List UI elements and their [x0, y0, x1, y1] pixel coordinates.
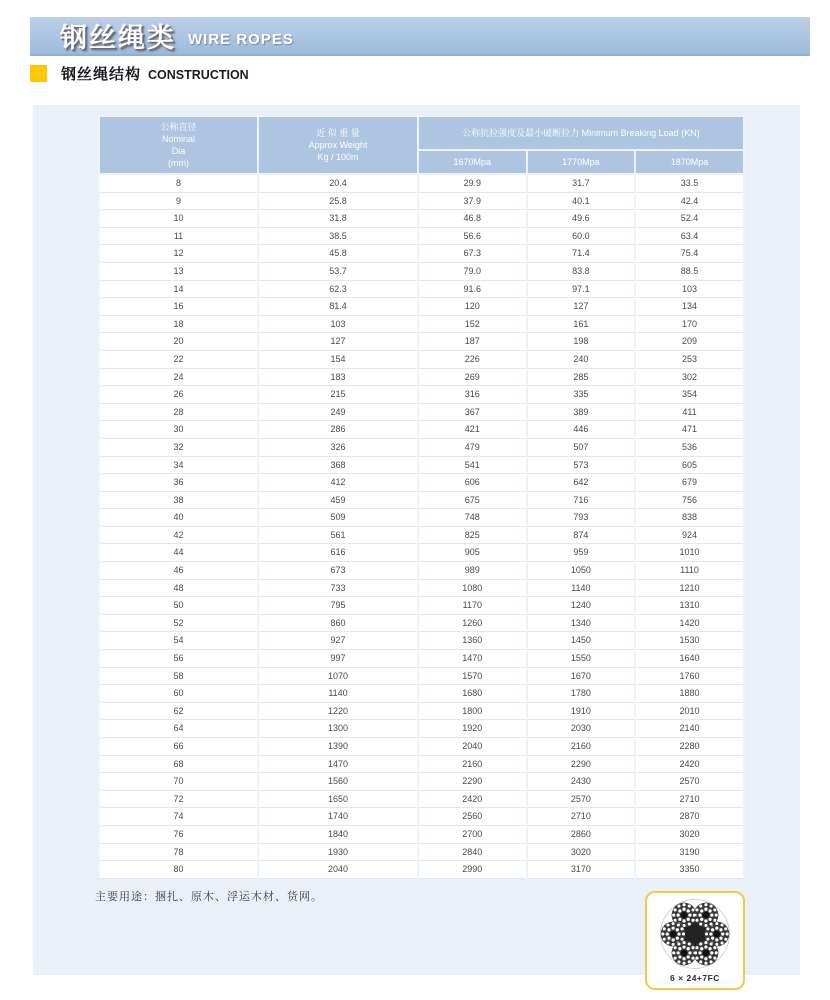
table-row	[99, 526, 744, 544]
table-cell: 1340	[527, 614, 636, 632]
table-cell: 62.3	[258, 280, 418, 298]
table-cell: 2990	[418, 861, 527, 879]
table-row	[99, 403, 744, 421]
table-cell: 45.8	[258, 245, 418, 263]
table-cell: 68	[99, 755, 258, 773]
table-cell: 37.9	[418, 192, 527, 210]
table-cell: 411	[635, 403, 744, 421]
table-cell: 40.1	[527, 192, 636, 210]
table-row	[99, 650, 744, 668]
table-cell: 2040	[258, 861, 418, 879]
table-cell: 3020	[635, 825, 744, 843]
table-cell: 8	[99, 174, 258, 192]
table-cell: 33.5	[635, 174, 744, 192]
table-cell: 48	[99, 579, 258, 597]
table-row	[99, 614, 744, 632]
table-cell: 421	[418, 421, 527, 439]
table-row	[99, 438, 744, 456]
table-row	[99, 474, 744, 492]
table-cell: 103	[258, 315, 418, 333]
table-cell: 70	[99, 773, 258, 791]
table-cell: 509	[258, 509, 418, 527]
table-cell: 1420	[635, 614, 744, 632]
table-cell: 924	[635, 526, 744, 544]
table-row	[99, 491, 744, 509]
table-cell: 1170	[418, 597, 527, 615]
table-row	[99, 421, 744, 439]
table-cell: 1740	[258, 808, 418, 826]
table-cell: 3020	[527, 843, 636, 861]
table-row	[99, 386, 744, 404]
table-row	[99, 738, 744, 756]
table-row	[99, 808, 744, 826]
table-cell: 1050	[527, 562, 636, 580]
table-cell: 249	[258, 403, 418, 421]
table-cell: 874	[527, 526, 636, 544]
table-cell: 240	[527, 350, 636, 368]
table-row	[99, 333, 744, 351]
table-cell: 71.4	[527, 245, 636, 263]
table-cell: 16	[99, 298, 258, 316]
table-cell: 2010	[635, 702, 744, 720]
table-cell: 354	[635, 386, 744, 404]
table-cell: 541	[418, 456, 527, 474]
table-cell: 97.1	[527, 280, 636, 298]
table-header	[99, 116, 744, 174]
table-cell: 32	[99, 438, 258, 456]
table-cell: 2160	[527, 738, 636, 756]
table-cell: 46	[99, 562, 258, 580]
table-cell: 2570	[635, 773, 744, 791]
table-cell: 573	[527, 456, 636, 474]
table-cell: 1070	[258, 667, 418, 685]
table-row	[99, 825, 744, 843]
table-cell: 81.4	[258, 298, 418, 316]
col-header-1770mpa: 1770Mpa	[527, 150, 636, 174]
table-cell: 838	[635, 509, 744, 527]
table-cell: 53.7	[258, 262, 418, 280]
rope-diagram-card	[645, 891, 745, 990]
table-cell: 1670	[527, 667, 636, 685]
table-cell: 335	[527, 386, 636, 404]
table-cell: 134	[635, 298, 744, 316]
table-cell: 2840	[418, 843, 527, 861]
table-cell: 34	[99, 456, 258, 474]
table-cell: 716	[527, 491, 636, 509]
table-cell: 860	[258, 614, 418, 632]
table-cell: 905	[418, 544, 527, 562]
col-header-breaking-load-group: 公称抗拉强度及最小破断拉力 Minimum Breaking Load (KN)	[418, 116, 744, 150]
table-cell: 1470	[258, 755, 418, 773]
table-cell: 78	[99, 843, 258, 861]
col-header-1870mpa: 1870Mpa	[635, 150, 744, 174]
table-cell: 286	[258, 421, 418, 439]
table-cell: 2700	[418, 825, 527, 843]
table-row	[99, 245, 744, 263]
table-cell: 616	[258, 544, 418, 562]
table-cell: 326	[258, 438, 418, 456]
table-cell: 2290	[418, 773, 527, 791]
table-row	[99, 544, 744, 562]
table-cell: 561	[258, 526, 418, 544]
table-cell: 187	[418, 333, 527, 351]
table-cell: 1780	[527, 685, 636, 703]
table-cell: 507	[527, 438, 636, 456]
table-cell: 679	[635, 474, 744, 492]
table-row	[99, 192, 744, 210]
table-row	[99, 227, 744, 245]
table-cell: 959	[527, 544, 636, 562]
table-cell: 1550	[527, 650, 636, 668]
table-cell: 471	[635, 421, 744, 439]
table-row	[99, 509, 744, 527]
table-cell: 2290	[527, 755, 636, 773]
table-cell: 3190	[635, 843, 744, 861]
table-row	[99, 597, 744, 615]
table-cell: 38.5	[258, 227, 418, 245]
table-row	[99, 861, 744, 879]
table-cell: 1760	[635, 667, 744, 685]
table-cell: 14	[99, 280, 258, 298]
table-cell: 1880	[635, 685, 744, 703]
table-cell: 2710	[527, 808, 636, 826]
table-cell: 1140	[258, 685, 418, 703]
table-cell: 733	[258, 579, 418, 597]
table-cell: 2560	[418, 808, 527, 826]
table-cell: 58	[99, 667, 258, 685]
col-header-approx-weight: 近 似 重 量 Approx Weight Kg / 100m	[258, 116, 418, 174]
table-row	[99, 368, 744, 386]
table-cell: 756	[635, 491, 744, 509]
table-cell: 64	[99, 720, 258, 738]
table-cell: 606	[418, 474, 527, 492]
table-cell: 42	[99, 526, 258, 544]
table-cell: 1010	[635, 544, 744, 562]
table-cell: 446	[527, 421, 636, 439]
table-cell: 479	[418, 438, 527, 456]
section-heading	[30, 63, 249, 84]
table-row	[99, 685, 744, 703]
table-cell: 3170	[527, 861, 636, 879]
table-cell: 1080	[418, 579, 527, 597]
table-cell: 1310	[635, 597, 744, 615]
table-cell: 60.0	[527, 227, 636, 245]
table-cell: 1110	[635, 562, 744, 580]
table-cell: 1210	[635, 579, 744, 597]
table-cell: 1560	[258, 773, 418, 791]
table-row	[99, 298, 744, 316]
table-cell: 1260	[418, 614, 527, 632]
table-cell: 2030	[527, 720, 636, 738]
table-cell: 75.4	[635, 245, 744, 263]
table-cell: 2870	[635, 808, 744, 826]
table-cell: 91.6	[418, 280, 527, 298]
usage-note: 主要用途：捆扎、原木、浮运木材、货网。	[95, 891, 323, 903]
table-cell: 127	[527, 298, 636, 316]
table-cell: 67.3	[418, 245, 527, 263]
table-cell: 50	[99, 597, 258, 615]
table-cell: 2710	[635, 790, 744, 808]
table-cell: 1570	[418, 667, 527, 685]
section-bullet-icon	[30, 65, 47, 82]
table-cell: 170	[635, 315, 744, 333]
table-cell: 11	[99, 227, 258, 245]
table-cell: 1360	[418, 632, 527, 650]
wire-rope-spec-table	[98, 115, 745, 879]
table-cell: 24	[99, 368, 258, 386]
table-cell: 675	[418, 491, 527, 509]
table-cell: 2160	[418, 755, 527, 773]
table-cell: 54	[99, 632, 258, 650]
table-cell: 226	[418, 350, 527, 368]
table-cell: 389	[527, 403, 636, 421]
table-cell: 285	[527, 368, 636, 386]
table-cell: 269	[418, 368, 527, 386]
table-cell: 642	[527, 474, 636, 492]
table-cell: 367	[418, 403, 527, 421]
table-cell: 12	[99, 245, 258, 263]
table-row	[99, 720, 744, 738]
table-cell: 20	[99, 333, 258, 351]
table-cell: 25.8	[258, 192, 418, 210]
table-cell: 459	[258, 491, 418, 509]
table-row	[99, 667, 744, 685]
table-row	[99, 280, 744, 298]
table-cell: 152	[418, 315, 527, 333]
table-cell: 120	[418, 298, 527, 316]
table-cell: 183	[258, 368, 418, 386]
table-cell: 31.8	[258, 210, 418, 228]
table-cell: 36	[99, 474, 258, 492]
table-cell: 42.4	[635, 192, 744, 210]
table-cell: 62	[99, 702, 258, 720]
table-cell: 1240	[527, 597, 636, 615]
table-cell: 536	[635, 438, 744, 456]
table-cell: 2860	[527, 825, 636, 843]
table-cell: 74	[99, 808, 258, 826]
table-cell: 1920	[418, 720, 527, 738]
table-cell: 1450	[527, 632, 636, 650]
table-row	[99, 262, 744, 280]
table-cell: 46.8	[418, 210, 527, 228]
table-cell: 209	[635, 333, 744, 351]
table-cell: 20.4	[258, 174, 418, 192]
table-row	[99, 315, 744, 333]
table-cell: 412	[258, 474, 418, 492]
table-row	[99, 702, 744, 720]
table-cell: 29.9	[418, 174, 527, 192]
table-cell: 103	[635, 280, 744, 298]
table-cell: 49.6	[527, 210, 636, 228]
table-row	[99, 790, 744, 808]
rope-cross-section-icon	[653, 896, 737, 972]
table-cell: 56.6	[418, 227, 527, 245]
table-cell: 13	[99, 262, 258, 280]
table-cell: 26	[99, 386, 258, 404]
table-cell: 31.7	[527, 174, 636, 192]
table-cell: 66	[99, 738, 258, 756]
table-cell: 52	[99, 614, 258, 632]
table-cell: 1530	[635, 632, 744, 650]
page-title-english: WIRE ROPES	[188, 31, 294, 48]
rope-construction-label: 6 × 24+7FC	[670, 973, 720, 983]
table-cell: 302	[635, 368, 744, 386]
table-row	[99, 174, 744, 192]
table-row	[99, 456, 744, 474]
table-cell: 79.0	[418, 262, 527, 280]
table-cell: 1910	[527, 702, 636, 720]
table-cell: 63.4	[635, 227, 744, 245]
table-cell: 253	[635, 350, 744, 368]
table-cell: 1300	[258, 720, 418, 738]
table-cell: 1640	[635, 650, 744, 668]
table-cell: 18	[99, 315, 258, 333]
table-cell: 1930	[258, 843, 418, 861]
table-cell: 997	[258, 650, 418, 668]
table-cell: 2040	[418, 738, 527, 756]
table-cell: 2280	[635, 738, 744, 756]
table-row	[99, 773, 744, 791]
table-cell: 1650	[258, 790, 418, 808]
table-row	[99, 562, 744, 580]
table-cell: 989	[418, 562, 527, 580]
table-cell: 1680	[418, 685, 527, 703]
table-cell: 2420	[418, 790, 527, 808]
table-cell: 605	[635, 456, 744, 474]
table-cell: 1220	[258, 702, 418, 720]
table-cell: 83.8	[527, 262, 636, 280]
table-cell: 793	[527, 509, 636, 527]
table-row	[99, 755, 744, 773]
table-cell: 76	[99, 825, 258, 843]
table-cell: 154	[258, 350, 418, 368]
col-header-nominal-dia: 公称直径 Nominal Dia (mm)	[99, 116, 258, 174]
col-header-1670mpa: 1670Mpa	[418, 150, 527, 174]
table-cell: 72	[99, 790, 258, 808]
table-cell: 215	[258, 386, 418, 404]
table-cell: 52.4	[635, 210, 744, 228]
table-row	[99, 210, 744, 228]
table-cell: 3350	[635, 861, 744, 879]
table-cell: 748	[418, 509, 527, 527]
table-cell: 10	[99, 210, 258, 228]
table-row	[99, 632, 744, 650]
table-cell: 44	[99, 544, 258, 562]
table-row	[99, 843, 744, 861]
table-cell: 22	[99, 350, 258, 368]
page-title-chinese: 钢丝绳类	[60, 23, 176, 53]
table-cell: 1840	[258, 825, 418, 843]
table-cell: 40	[99, 509, 258, 527]
table-cell: 1470	[418, 650, 527, 668]
table-cell: 127	[258, 333, 418, 351]
table-cell: 795	[258, 597, 418, 615]
table-cell: 1140	[527, 579, 636, 597]
table-cell: 28	[99, 403, 258, 421]
table-cell: 60	[99, 685, 258, 703]
table-cell: 1390	[258, 738, 418, 756]
section-title-english: CONSTRUCTION	[148, 67, 249, 82]
table-cell: 9	[99, 192, 258, 210]
table-cell: 80	[99, 861, 258, 879]
table-cell: 2570	[527, 790, 636, 808]
table-cell: 30	[99, 421, 258, 439]
page-header-bar	[30, 17, 810, 56]
table-cell: 38	[99, 491, 258, 509]
table-body	[99, 174, 744, 878]
table-cell: 316	[418, 386, 527, 404]
table-row	[99, 350, 744, 368]
table-cell: 2430	[527, 773, 636, 791]
table-cell: 927	[258, 632, 418, 650]
table-cell: 198	[527, 333, 636, 351]
table-cell: 2140	[635, 720, 744, 738]
table-cell: 88.5	[635, 262, 744, 280]
table-cell: 1800	[418, 702, 527, 720]
table-cell: 673	[258, 562, 418, 580]
table-row	[99, 579, 744, 597]
table-cell: 2420	[635, 755, 744, 773]
table-cell: 825	[418, 526, 527, 544]
table-cell: 161	[527, 315, 636, 333]
table-cell: 56	[99, 650, 258, 668]
table-cell: 368	[258, 456, 418, 474]
section-title-chinese: 钢丝绳结构	[61, 66, 142, 83]
